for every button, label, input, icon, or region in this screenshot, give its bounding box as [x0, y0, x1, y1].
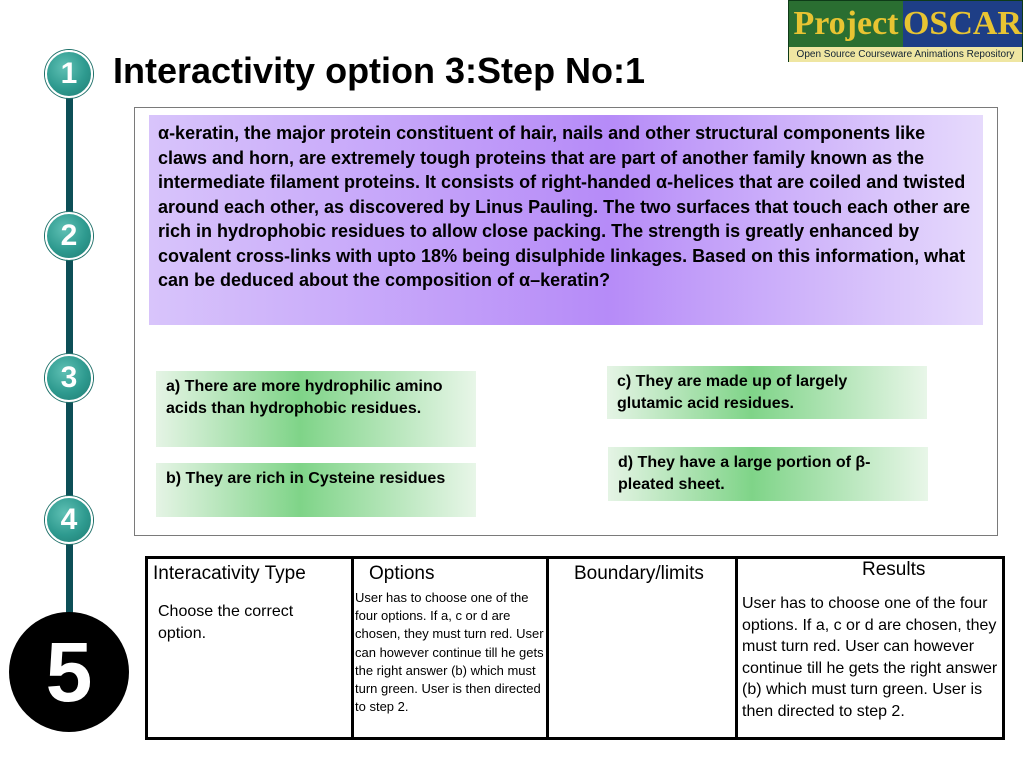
step-1-circle[interactable]: 1: [45, 50, 93, 98]
table-cell-type: Choose the correct option.: [158, 603, 294, 642]
table-header-type: Interacativity Type: [153, 563, 306, 584]
step-4-circle[interactable]: 4: [45, 496, 93, 544]
logo-word-oscar: OSCAR: [903, 1, 1022, 47]
page-title: Interactivity option 3:Step No:1: [113, 50, 646, 91]
project-oscar-logo: [788, 0, 1023, 62]
table-header-boundary: Boundary/limits: [574, 563, 704, 584]
option-c-button[interactable]: c) They are made up of largely glutamic acid residues.: [607, 366, 927, 419]
step-5-circle[interactable]: 5: [9, 612, 129, 732]
step-3-circle[interactable]: 3: [45, 354, 93, 402]
option-b-button[interactable]: b) They are rich in Cysteine residues: [156, 463, 476, 517]
option-d-button[interactable]: d) They have a large portion of β-pleated sheet.: [608, 447, 928, 501]
table-header-results: Results: [862, 559, 926, 580]
table-cell-options: User has to choose one of the four options. If a, c or d are chosen, they must turn red. User can however continue till he gets the right answer (b) which must turn green. User is then directed to step 2.: [355, 590, 544, 715]
step-2-circle[interactable]: 2: [45, 212, 93, 260]
table-cell-results: User has to choose one of the four options. If a, c or d are chosen, they must turn red. User can however continue till he gets the right answer (b) which must turn green. User is then directed to step 2.: [742, 595, 998, 720]
question-text: α-keratin, the major protein constituent of hair, nails and other structural components like claws and horn, are extremely tough proteins that are part of another family known as the intermediate filament proteins. It consists of right-handed α-helices that are coiled and twisted around each other, as discovered by Linus Pauling. The two surfaces that touch each other are rich in hydrophobic residues to allow close packing. The strength is greatly enhanced by covalent cross-links with upto 18% being disulphide linkages. Based on this information, what can be deduced about the composition of α–keratin?: [149, 115, 983, 325]
logo-word-project: Project: [789, 1, 903, 47]
table-header-options: Options: [369, 563, 435, 584]
option-a-button[interactable]: a) There are more hydrophilic amino acids than hydrophobic residues.: [156, 371, 476, 447]
logo-tagline: Open Source Courseware Animations Repository: [789, 47, 1022, 62]
